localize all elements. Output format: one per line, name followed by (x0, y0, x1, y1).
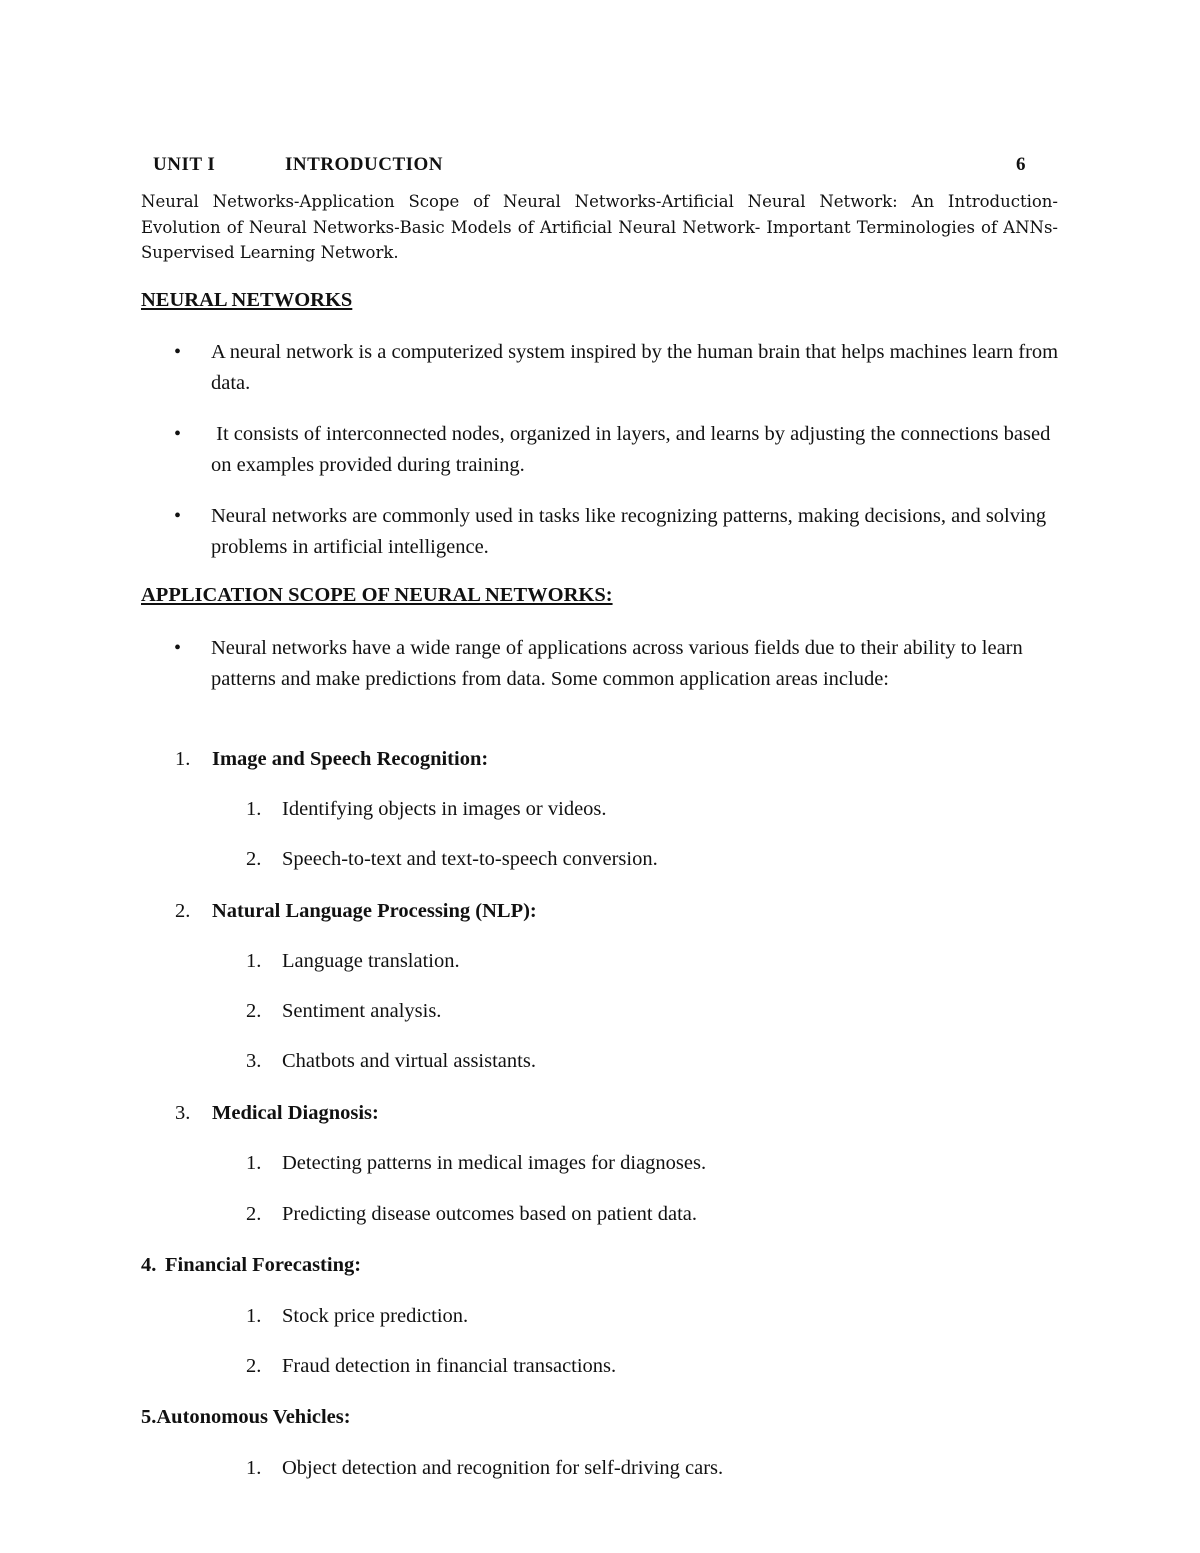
list-item (246, 848, 658, 871)
area-heading (175, 900, 537, 923)
list-item-number: 2. (246, 1355, 262, 1377)
list-item-number: 3. (246, 1050, 262, 1072)
list-item-text: Detecting patterns in medical images for diagnoses. (282, 1152, 707, 1174)
area-number: 2. (175, 900, 191, 922)
bullet-text: It consists of interconnected nodes, organized in layers, and learns by adjusting the connections based on examples provided during training. (211, 423, 1056, 476)
list-item (246, 1050, 536, 1073)
list-item-text: Stock price prediction. (282, 1305, 469, 1327)
list-item-text: Fraud detection in financial transactions. (282, 1355, 617, 1377)
list-item-text: Identifying objects in images or videos. (282, 798, 607, 820)
section-heading-neural-networks: NEURAL NETWORKS (141, 289, 353, 311)
list-item (246, 798, 607, 821)
section-heading-application-scope: APPLICATION SCOPE OF NEURAL NETWORKS: (141, 584, 613, 606)
area-title: Natural Language Processing (NLP): (212, 900, 537, 922)
bullet-text: A neural network is a computerized system inspired by the human brain that helps machines learn from data. (211, 341, 1059, 394)
list-item-number: 1. (246, 950, 262, 972)
list-item-number: 2. (246, 848, 262, 870)
area-heading (175, 1102, 379, 1125)
list-item-number: 1. (246, 798, 262, 820)
unit-title: INTRODUCTION (285, 154, 444, 175)
list-item (246, 1457, 723, 1480)
bullet-text: Neural networks have a wide range of applications across various fields due to their ability to learn patterns and make predictions from data. Some common application areas include: (211, 637, 1023, 690)
area-title: Image and Speech Recognition: (212, 748, 489, 770)
area-heading (175, 748, 488, 771)
list-item-text: Object detection and recognition for self-driving cars. (282, 1457, 724, 1479)
list-item-number: 1. (246, 1457, 262, 1479)
list-item (246, 950, 460, 973)
bullet-icon: • (174, 637, 182, 659)
area-heading (141, 1254, 361, 1277)
list-item (246, 1203, 697, 1226)
list-item-number: 1. (246, 1152, 262, 1174)
list-item (246, 1000, 441, 1023)
area-number: 4. (141, 1254, 157, 1276)
list-item-text: Speech-to-text and text-to-speech conversion. (282, 848, 658, 870)
list-item-text: Predicting disease outcomes based on patient data. (282, 1203, 698, 1225)
area-title: Medical Diagnosis: (212, 1102, 379, 1124)
list-item-text: Chatbots and virtual assistants. (282, 1050, 536, 1072)
unit-label: UNIT I (153, 154, 216, 175)
area-number: 3. (175, 1102, 191, 1124)
list-item-text: Language translation. (282, 950, 460, 972)
list-item-number: 2. (246, 1203, 262, 1225)
area-title: Autonomous Vehicles: (156, 1406, 351, 1428)
list-item (246, 1355, 616, 1378)
list-item-number: 1. (246, 1305, 262, 1327)
list-item-number: 2. (246, 1000, 262, 1022)
area-number: 1. (175, 748, 191, 770)
bullet-icon: • (174, 505, 182, 527)
area-heading (141, 1406, 351, 1429)
bullet-text: Neural networks are commonly used in tasks like recognizing patterns, making decisions, and solving problems in artificial intelligence. (211, 505, 1047, 558)
area-number: 5. (141, 1406, 157, 1428)
bullet-icon: • (174, 423, 182, 445)
bullet-icon: • (174, 341, 182, 363)
syllabus-paragraph: Neural Networks-Application Scope of Neural Networks-Artificial Neural Network: An Introduction- Evolution of Neural Networks-Basic Models of Artificial Neural Network- Important Terminologies of ANNs-Supervised Learning Network. (141, 192, 1058, 262)
area-title: Financial Forecasting: (165, 1254, 362, 1276)
unit-hours: 6 (1016, 154, 1026, 175)
list-item (246, 1152, 706, 1175)
list-item-text: Sentiment analysis. (282, 1000, 442, 1022)
list-item (246, 1305, 468, 1328)
